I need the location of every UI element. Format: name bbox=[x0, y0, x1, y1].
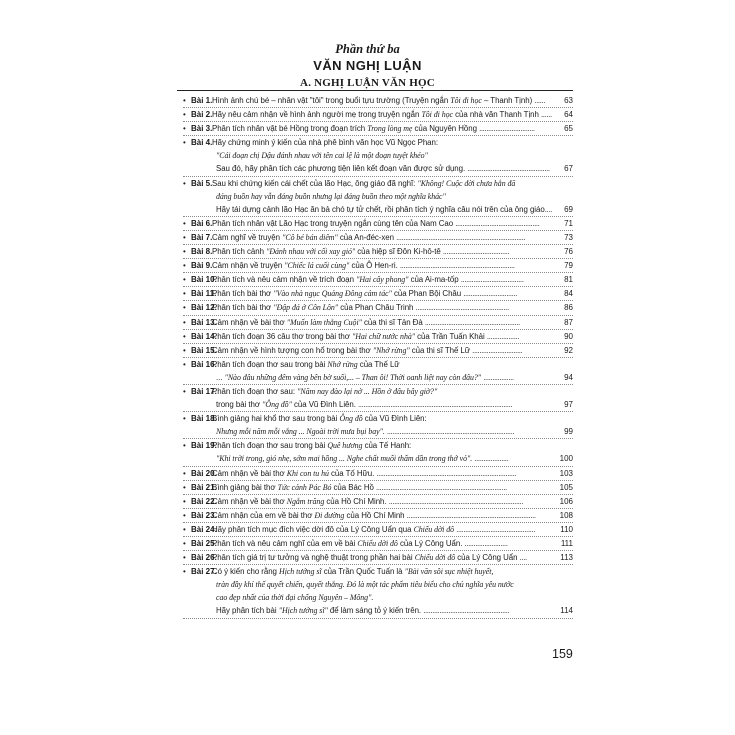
bullet-icon: • bbox=[183, 553, 186, 563]
entry-text: Hãy tái dựng cảnh lão Hạc ăn bả chó tự tử chết, rồi phân tích ý nghĩa câu nói trên của ông giáo bbox=[216, 204, 545, 214]
entry-text: Phân tích đoạn thơ sau trong bài bbox=[212, 441, 328, 451]
entry-text: của Tố Hữu. bbox=[328, 468, 377, 478]
italic-text: "Hai chữ nước nhà" bbox=[351, 331, 415, 341]
entry-text: của Ô Hen-ri. bbox=[349, 261, 400, 271]
entry-text: Cảm nghĩ về truyện bbox=[212, 232, 283, 242]
leader-dots: .................................................... bbox=[415, 303, 509, 313]
entry-line bbox=[212, 551, 556, 564]
toc-entry bbox=[183, 467, 573, 481]
section-divider bbox=[177, 90, 573, 91]
italic-text: "Năm nay đào lại nở ... Hồn ở đâu bây giờ?" bbox=[297, 386, 438, 396]
toc-entry bbox=[183, 301, 573, 315]
leader-dots: .... bbox=[544, 204, 552, 214]
leader-dots: ...... bbox=[534, 96, 546, 105]
italic-text: "Không! Cuộc đời chưa hẳn đã bbox=[417, 178, 516, 188]
entry-number: Bài 4. bbox=[191, 138, 213, 148]
entry-line bbox=[212, 565, 556, 578]
bullet-icon: • bbox=[183, 138, 186, 148]
bullet-icon: • bbox=[183, 178, 186, 188]
italic-text: "Bài văn sôi sục nhiệt huyết, bbox=[404, 567, 494, 577]
toc-entry bbox=[183, 439, 573, 466]
bullet-icon: • bbox=[183, 567, 186, 577]
entry-line bbox=[212, 177, 556, 190]
toc-entry bbox=[183, 122, 573, 136]
bullet-icon: • bbox=[183, 261, 186, 271]
italic-text: "Ông đồ" bbox=[262, 400, 292, 410]
entry-text: của An-đéc-xen bbox=[337, 232, 397, 242]
entry-page: 64 bbox=[563, 108, 573, 121]
italic-text: Ông đồ bbox=[339, 414, 363, 424]
entry-page: 90 bbox=[563, 330, 573, 343]
entry-text: của Phan Châu Trinh bbox=[338, 303, 416, 313]
entry-line bbox=[212, 604, 556, 617]
part-title: VĂN NGHỊ LUẬN bbox=[313, 58, 422, 73]
entry-page: 84 bbox=[563, 287, 573, 300]
toc-entry bbox=[183, 136, 573, 176]
bullet-icon: • bbox=[183, 482, 186, 492]
italic-text: Chiếu dời đô bbox=[357, 539, 398, 548]
entry-number: Bài 13. bbox=[191, 317, 217, 327]
entry-text: của Lý Công Uẩn. bbox=[397, 539, 465, 548]
entry-page: 86 bbox=[563, 301, 573, 314]
bullet-icon: • bbox=[183, 524, 186, 534]
toc-entry bbox=[183, 495, 573, 509]
leader-dots: ..................................................... bbox=[424, 317, 520, 327]
entry-number: Bài 16. bbox=[191, 359, 217, 369]
entry-number: Bài 9. bbox=[191, 261, 213, 271]
entry-line bbox=[212, 425, 556, 438]
leader-dots: .............................................................................. bbox=[376, 468, 517, 478]
toc-entry bbox=[183, 565, 573, 618]
entry-page: 94 bbox=[563, 371, 573, 384]
entry-text: của thi sĩ Tản Đà bbox=[361, 317, 425, 327]
entry-text: Phân tích và nêu cảm nhận về trích đoạn bbox=[212, 275, 357, 285]
entry-page: 92 bbox=[563, 344, 573, 357]
italic-text: "Cái đoạn chị Dậu đánh nhau với tên cai lệ là một đoạn tuyệt khéo" bbox=[216, 151, 428, 161]
entry-text: của hiệp sĩ Đôn Ki-hô-tê bbox=[355, 247, 443, 257]
entry-line bbox=[212, 523, 556, 536]
italic-text: Quê hương bbox=[327, 441, 363, 451]
entry-line bbox=[212, 94, 556, 107]
toc-entry bbox=[183, 537, 573, 551]
toc-entry bbox=[183, 287, 573, 301]
entry-number: Bài 5. bbox=[191, 178, 213, 188]
italic-text: "Nào đâu những đêm vàng bên bờ suối,... – Than ôi! Thời oanh liệt nay còn đâu?" bbox=[224, 372, 482, 382]
entry-page: 114 bbox=[559, 604, 573, 617]
bullet-icon: • bbox=[183, 331, 186, 341]
entry-number: Bài 15. bbox=[191, 345, 217, 355]
bullet-icon: • bbox=[183, 289, 186, 299]
entry-line bbox=[212, 203, 556, 216]
leader-dots: ......................................................................... bbox=[375, 482, 507, 492]
entry-text: Bình giảng hai khổ thơ sau trong bài bbox=[212, 414, 340, 424]
toc-entry bbox=[183, 344, 573, 358]
entry-text: của Hồ Chí Minh. bbox=[324, 496, 389, 506]
entry-line bbox=[212, 259, 556, 272]
italic-text: tràn đầy khí thế quyết chiến, quyết thắng. Đó là một tác phẩm tiêu biểu cho chủ nghĩa yêu nước bbox=[216, 580, 514, 590]
entry-line bbox=[212, 122, 556, 135]
entry-number: Bài 22. bbox=[191, 496, 217, 506]
entry-number: Bài 25. bbox=[191, 539, 217, 548]
entry-page: 67 bbox=[563, 162, 573, 175]
entry-text: của Thế Lữ bbox=[357, 359, 400, 369]
entry-line bbox=[212, 467, 556, 480]
entry-page: 81 bbox=[563, 273, 573, 286]
italic-text: đáng buồn hay vẫn đáng buồn nhưng lại đáng buồn theo một nghĩa khác" bbox=[216, 191, 446, 201]
italic-text: "Chiếc lá cuối cùng" bbox=[284, 261, 350, 271]
entry-number: Bài 7. bbox=[191, 232, 213, 242]
italic-text: "Hai cây phong" bbox=[356, 275, 409, 285]
leader-dots: ................................................................ bbox=[399, 261, 515, 271]
entry-text: của Lý Công Uẩn bbox=[455, 553, 520, 563]
entry-line bbox=[212, 537, 556, 550]
entry-text: Hãy phân tích mục đích việc dời đô của Lý Công Uẩn qua bbox=[212, 524, 414, 534]
italic-text: "Cô bé bán diêm" bbox=[282, 232, 338, 242]
entry-number: Bài 14. bbox=[191, 331, 217, 341]
entry-number: Bài 26. bbox=[191, 553, 217, 563]
toc-entry bbox=[183, 330, 573, 344]
bullet-icon: • bbox=[183, 496, 186, 506]
leader-dots: ....................................................................... bbox=[386, 427, 515, 437]
bullet-icon: • bbox=[183, 539, 186, 548]
entry-text: Cảm nhận về bài thơ bbox=[212, 468, 287, 478]
leader-dots: ................. bbox=[483, 372, 514, 382]
entry-line bbox=[212, 316, 556, 329]
entry-page: 111 bbox=[560, 537, 573, 550]
leader-dots: ...................................................................................... bbox=[358, 400, 513, 410]
toc-entry bbox=[183, 412, 573, 439]
entry-line bbox=[212, 287, 556, 300]
entry-line bbox=[212, 358, 556, 371]
entry-page: 71 bbox=[563, 217, 573, 230]
entry-number: Bài 8. bbox=[191, 247, 213, 257]
italic-text: "Nhớ rừng" bbox=[372, 345, 410, 355]
entry-text: Hãy chứng minh ý kiến của nhà phê bình văn học Vũ Ngọc Phan: bbox=[212, 138, 438, 148]
leader-dots: ........................................................................ bbox=[406, 510, 536, 520]
entry-text: – Thanh Tịnh) bbox=[481, 96, 535, 105]
italic-text: Tôi đi học bbox=[450, 96, 482, 105]
leader-dots: ............................ bbox=[472, 345, 523, 355]
italic-text: Chiếu dời đô bbox=[413, 524, 454, 534]
bullet-icon: • bbox=[183, 441, 186, 451]
bullet-icon: • bbox=[183, 275, 186, 285]
italic-text: cao đẹp nhất của thời đại chống Nguyên – Mông". bbox=[216, 593, 374, 603]
entry-text: Cảm nhận về bài thơ bbox=[212, 317, 287, 327]
entry-page: 100 bbox=[559, 452, 573, 465]
entry-line bbox=[212, 452, 556, 465]
entry-line bbox=[212, 509, 556, 522]
entry-text: Phân tích bài thơ bbox=[212, 289, 274, 299]
entry-text: Phân tích đoạn thơ sau trong bài bbox=[212, 359, 328, 369]
entry-text: của thi sĩ Thế Lữ bbox=[409, 345, 473, 355]
italic-text: Tôi đi học bbox=[421, 110, 453, 120]
entry-text: Phân tích nhân vật bé Hồng trong đoạn trích bbox=[212, 124, 368, 134]
entry-text: Sau đó, hãy phân tích các phương tiện liên kết đoạn văn được sử dụng. bbox=[216, 164, 468, 174]
entry-page: 73 bbox=[563, 231, 573, 244]
entry-text: Phân tích và nêu cảm nghĩ của em về bài bbox=[212, 539, 358, 548]
entry-line bbox=[212, 108, 556, 121]
entry-text: của Phan Bội Châu bbox=[391, 289, 464, 299]
entry-text: của Nguyên Hồng bbox=[412, 124, 480, 134]
table-of-contents bbox=[183, 94, 573, 619]
toc-entry bbox=[183, 273, 573, 287]
toc-entry bbox=[183, 385, 573, 412]
entry-line bbox=[212, 190, 556, 203]
entry-text: của Tế Hanh: bbox=[362, 441, 412, 451]
entry-line bbox=[212, 245, 556, 258]
entry-line bbox=[212, 495, 556, 508]
page-number: 159 bbox=[552, 647, 573, 661]
entry-line bbox=[212, 136, 556, 149]
italic-text: "Đập đá ở Côn Lôn" bbox=[273, 303, 339, 313]
entry-text: Cảm nhận về hình tượng con hổ trong bài thơ bbox=[212, 345, 373, 355]
leader-dots: ............................................ bbox=[456, 524, 536, 534]
bullet-icon: • bbox=[183, 510, 186, 520]
entry-text: Bình giảng bài thơ bbox=[212, 482, 278, 492]
entry-text: Sau khi chứng kiến cái chết của lão Hạc, ông giáo đã nghĩ: bbox=[212, 178, 418, 188]
italic-text: "Muốn làm thằng Cuội" bbox=[286, 317, 362, 327]
entry-number: Bài 1. bbox=[191, 96, 213, 105]
bullet-icon: • bbox=[183, 386, 186, 396]
bullet-icon: • bbox=[183, 468, 186, 478]
entry-text: để làm sáng tỏ ý kiến trên. bbox=[327, 606, 424, 616]
entry-text: Phân tích nhân vật Lão Hạc trong truyện ngắn cùng tên của Nam Cao bbox=[212, 218, 456, 228]
entry-text: trong bài thơ bbox=[216, 400, 263, 410]
italic-text: Ngắm trăng bbox=[286, 496, 325, 506]
entry-number: Bài 12. bbox=[191, 303, 217, 313]
entry-number: Bài 23. bbox=[191, 510, 217, 520]
entry-text: của Trần Quốc Tuấn là bbox=[321, 567, 405, 577]
entry-page: 65 bbox=[563, 122, 573, 135]
entry-text: Phân tích đoạn 36 câu thơ trong bài thơ bbox=[212, 331, 352, 341]
section-heading: A. NGHỊ LUẬN VĂN HỌC bbox=[300, 77, 435, 89]
entry-text: của nhà văn Thanh Tịnh bbox=[452, 110, 541, 120]
toc-entry bbox=[183, 358, 573, 385]
bullet-icon: • bbox=[183, 414, 186, 424]
bullet-icon: • bbox=[183, 345, 186, 355]
entry-number: Bài 27. bbox=[191, 567, 217, 577]
entry-line bbox=[212, 344, 556, 357]
entry-line bbox=[212, 398, 556, 411]
entry-number: Bài 3. bbox=[191, 124, 213, 134]
entry-text: của Trần Tuấn Khải bbox=[415, 331, 487, 341]
entry-page: 79 bbox=[563, 259, 573, 272]
entry-number: Bài 17. bbox=[191, 386, 217, 396]
entry-text: ... bbox=[216, 372, 225, 382]
italic-text: "Khi trời trong, gió nhẹ, sớm mai hồng ... Nghe chất muối thấm dần trong thớ vỏ". bbox=[216, 454, 473, 464]
entry-text: của Vũ Đình Liên: bbox=[362, 414, 427, 424]
italic-text: Tức cảnh Pác Bó bbox=[277, 482, 332, 492]
entry-line bbox=[212, 412, 556, 425]
entry-line bbox=[212, 217, 556, 230]
entry-number: Bài 19. bbox=[191, 441, 217, 451]
entry-line bbox=[212, 481, 556, 494]
toc-entry bbox=[183, 245, 573, 259]
entry-number: Bài 24. bbox=[191, 524, 217, 534]
bullet-icon: • bbox=[183, 124, 186, 134]
leader-dots: ................................................ bbox=[423, 606, 510, 616]
entry-number: Bài 6. bbox=[191, 218, 213, 228]
toc-entry bbox=[183, 177, 573, 217]
entry-line bbox=[212, 231, 556, 244]
entry-page: 87 bbox=[563, 316, 573, 329]
italic-text: Đi đường bbox=[314, 510, 345, 520]
bullet-icon: • bbox=[183, 247, 186, 257]
toc-entry bbox=[183, 108, 573, 122]
bullet-icon: • bbox=[183, 232, 186, 242]
entry-text: Phân tích giá trị tư tưởng và nghệ thuật trong phần hai bài bbox=[212, 553, 415, 563]
entry-page: 106 bbox=[559, 495, 573, 508]
italic-text: "Vào nhà ngục Quảng Đông cảm tác" bbox=[273, 289, 392, 299]
italic-text: Chiếu dời đô bbox=[414, 553, 456, 563]
entry-text: Cảm nhận của em về bài thơ bbox=[212, 510, 315, 520]
toc-entry bbox=[183, 316, 573, 330]
entry-page: 63 bbox=[563, 94, 573, 107]
entry-line bbox=[212, 578, 556, 591]
entry-text: Cảm nhận về truyện bbox=[212, 261, 285, 271]
entry-line bbox=[212, 385, 556, 398]
leader-dots: .................. bbox=[486, 331, 520, 341]
bullet-icon: • bbox=[183, 359, 186, 369]
entry-text: của Vũ Đình Liên. bbox=[291, 400, 359, 410]
entry-page: 110 bbox=[559, 523, 573, 536]
entry-text: của Ai-ma-tốp bbox=[408, 275, 461, 285]
leader-dots: ........................................................................... bbox=[388, 496, 524, 506]
entry-text: Phân tích đoạn thơ sau: bbox=[212, 386, 298, 396]
leader-dots: .............................................. bbox=[467, 164, 550, 174]
toc-entry bbox=[183, 481, 573, 495]
toc-entry bbox=[183, 259, 573, 273]
entry-page: 99 bbox=[563, 425, 573, 438]
bullet-icon: • bbox=[183, 303, 186, 313]
bullet-icon: • bbox=[183, 317, 186, 327]
entry-text: Hãy nêu cảm nhận về hình ảnh người mẹ trong truyện ngắn bbox=[212, 110, 422, 120]
entry-line bbox=[212, 330, 556, 343]
entry-page: 113 bbox=[559, 551, 573, 564]
entry-text: Phân tích cảnh bbox=[212, 247, 267, 257]
toc-entry bbox=[183, 217, 573, 231]
entry-line bbox=[212, 439, 556, 452]
entry-text: Hãy phân tích bài bbox=[216, 606, 279, 616]
entry-text: của Hồ Chí Minh bbox=[344, 510, 407, 520]
entry-line bbox=[212, 371, 556, 384]
toc-entry bbox=[183, 94, 573, 108]
italic-text: Khi con tu hú bbox=[286, 468, 329, 478]
bullet-icon: • bbox=[183, 110, 186, 120]
entry-text: Cảm nhận về bài thơ bbox=[212, 496, 287, 506]
leader-dots: ............................................... bbox=[455, 218, 540, 228]
toc-entry bbox=[183, 509, 573, 523]
italic-text: Trong lòng mẹ bbox=[367, 124, 413, 134]
italic-text: Nhưng mỗi năm mỗi vắng ... Ngoài trời mưa bụi bay". bbox=[216, 427, 385, 437]
italic-text: "Đánh nhau với cối xay gió" bbox=[266, 247, 356, 257]
leader-dots: .............................. bbox=[463, 289, 518, 299]
entry-page: 108 bbox=[559, 509, 573, 522]
entry-page: 105 bbox=[559, 481, 573, 494]
entry-number: Bài 18. bbox=[191, 414, 217, 424]
leader-dots: .... bbox=[519, 553, 527, 563]
leader-dots: ..................................... bbox=[442, 247, 510, 257]
leader-dots: ................... bbox=[474, 454, 509, 464]
toc-entry bbox=[183, 551, 573, 565]
leader-dots: ...... bbox=[540, 110, 552, 120]
entry-line bbox=[212, 149, 556, 162]
leader-dots: ............................... bbox=[479, 124, 535, 134]
entry-line bbox=[212, 591, 556, 604]
entry-page: 97 bbox=[563, 398, 573, 411]
entry-line bbox=[212, 162, 556, 175]
entry-text: Phân tích bài thơ bbox=[212, 303, 274, 313]
entry-page: 76 bbox=[563, 245, 573, 258]
entry-number: Bài 20. bbox=[191, 468, 217, 478]
entry-number: Bài 11. bbox=[191, 289, 217, 299]
bullet-icon: • bbox=[183, 218, 186, 228]
entry-number: Bài 2. bbox=[191, 110, 213, 120]
leader-dots: ........................................................................ bbox=[396, 232, 526, 242]
entry-number: Bài 21. bbox=[191, 482, 217, 492]
entry-number: Bài 10. bbox=[191, 275, 217, 285]
italic-text: Nhớ rừng bbox=[327, 359, 358, 369]
italic-text: Hịch tướng sĩ bbox=[279, 567, 322, 577]
bullet-icon: • bbox=[183, 96, 186, 105]
italic-text: "Hịch tướng sĩ" bbox=[278, 606, 328, 616]
entry-page: 69 bbox=[563, 203, 573, 216]
leader-dots: ................................... bbox=[460, 275, 524, 285]
entry-text: Có ý kiến cho rằng bbox=[212, 567, 280, 577]
entry-text: của Bác Hồ bbox=[331, 482, 376, 492]
leader-dots: ........................ bbox=[464, 539, 508, 548]
entry-page: 103 bbox=[559, 467, 573, 480]
entry-line bbox=[212, 301, 556, 314]
toc-entry bbox=[183, 231, 573, 245]
part-label: Phần thứ ba bbox=[335, 42, 400, 56]
entry-line bbox=[212, 273, 556, 286]
toc-entry bbox=[183, 523, 573, 537]
entry-text: Hình ảnh chú bé – nhân vật "tôi" trong buổi tựu trường (Truyện ngắn bbox=[212, 96, 451, 105]
